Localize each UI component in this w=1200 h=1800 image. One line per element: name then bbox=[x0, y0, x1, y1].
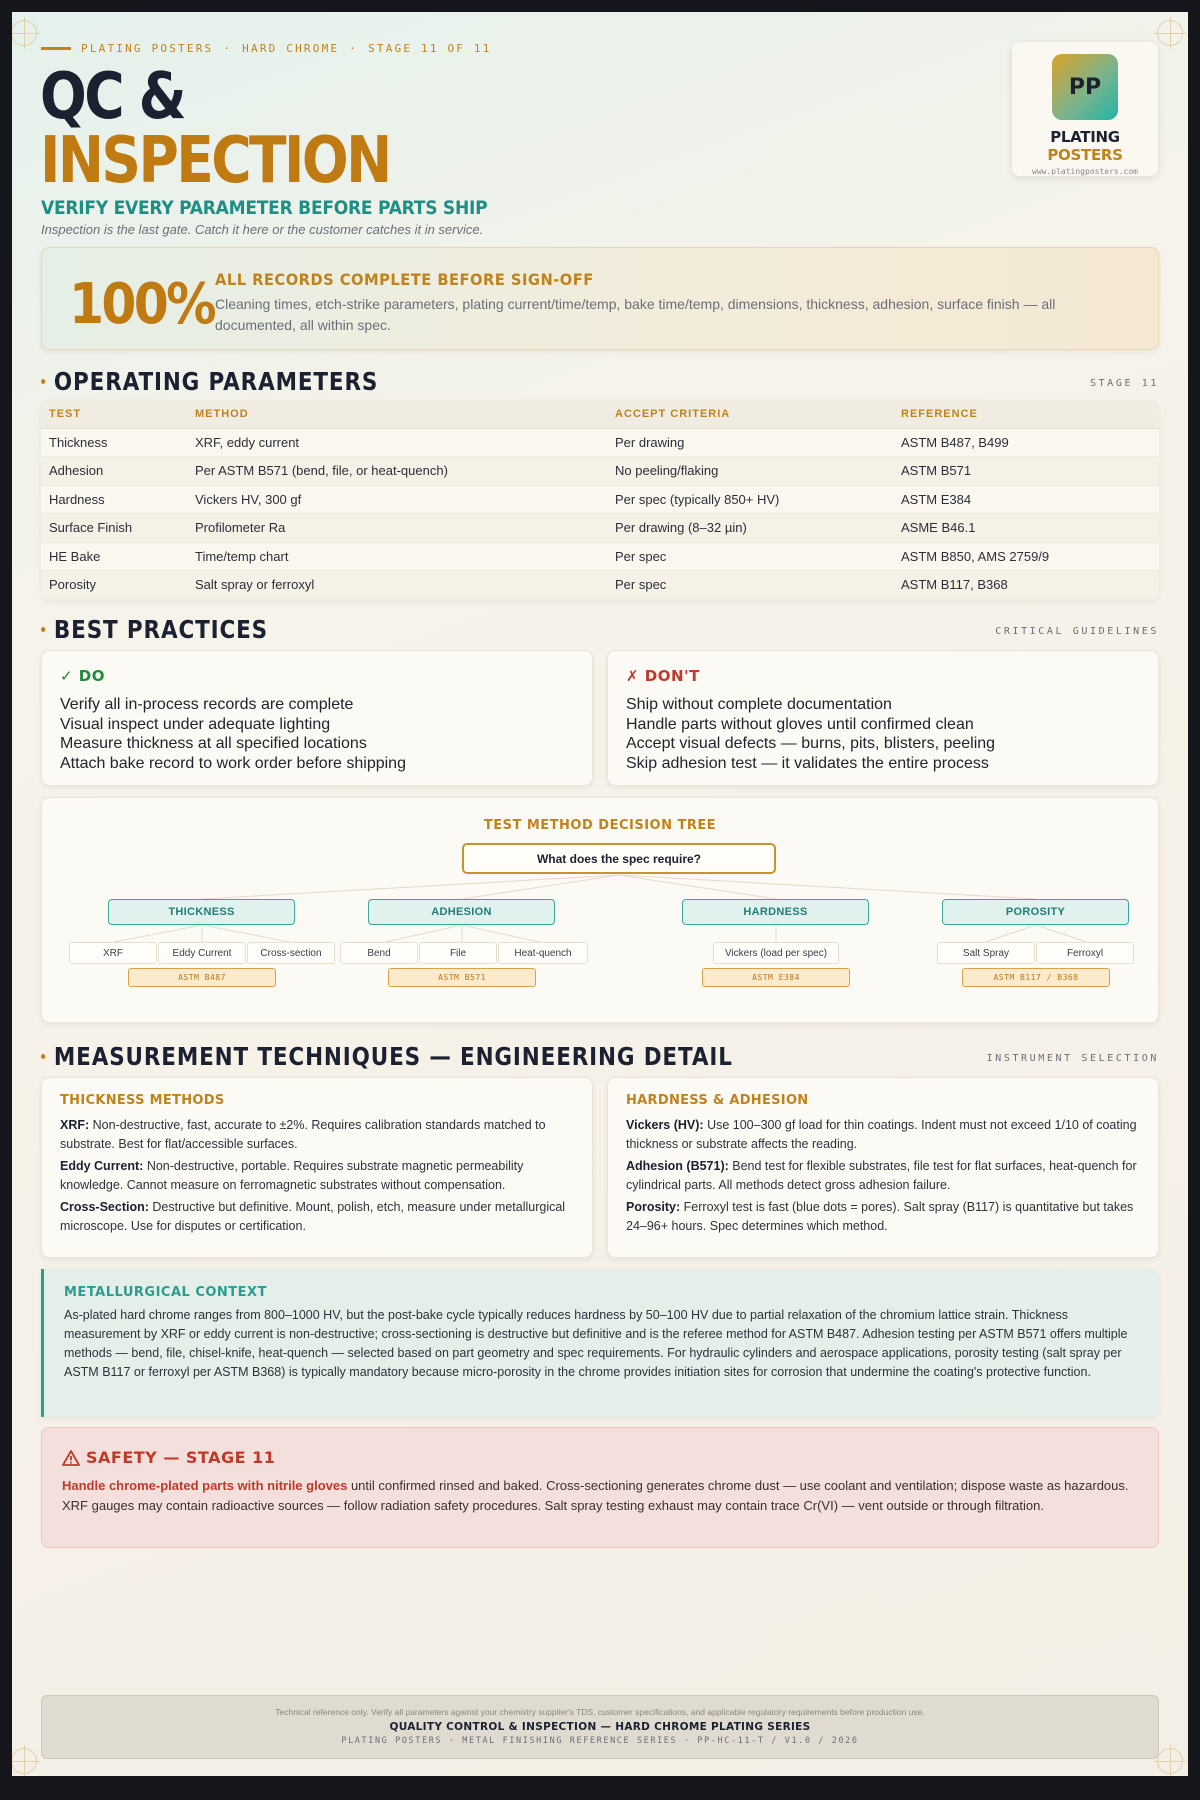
table-row bbox=[41, 542, 1159, 571]
safety-heading-text: SAFETY — STAGE 11 bbox=[86, 1448, 276, 1467]
table-cell: Per spec bbox=[607, 571, 893, 600]
table-cell: Per spec bbox=[607, 542, 893, 571]
table-cell: HE Bake bbox=[41, 542, 187, 571]
hero-heading: ALL RECORDS COMPLETE BEFORE SIGN-OFF bbox=[215, 270, 594, 289]
tree-leaf: Ferroxyl bbox=[1036, 942, 1134, 964]
method-text: Non-destructive, fast, accurate to ±2%. Requires calibration standards matched to substrate. Best for flat/accessible surfaces. bbox=[60, 1118, 546, 1151]
tree-leaf: Eddy Current bbox=[158, 942, 246, 964]
kicker-stage: STAGE 11 OF 11 bbox=[368, 42, 492, 55]
dont-list bbox=[626, 695, 1140, 773]
corner-mark-icon bbox=[1157, 20, 1183, 46]
column-header: REFERENCE bbox=[893, 400, 1159, 428]
method-item bbox=[626, 1157, 1140, 1195]
kicker-bar bbox=[41, 47, 71, 50]
section-tag: STAGE 11 bbox=[1090, 378, 1159, 389]
bullet-dot-icon bbox=[41, 379, 45, 384]
tree-reference: ASTM B117 / B368 bbox=[962, 968, 1110, 987]
table-cell: ASTM B850, AMS 2759/9 bbox=[893, 542, 1159, 571]
footer-disclaimer: Technical reference only. Verify all parameters against your chemistry supplier's TDS, customer specifications, and applicable regulatory requirements before production use. bbox=[275, 1707, 925, 1717]
section-title-measurement bbox=[41, 1042, 733, 1071]
logo-name bbox=[1012, 128, 1158, 164]
table-cell: Porosity bbox=[41, 571, 187, 600]
method-term: Vickers (HV): bbox=[626, 1118, 704, 1132]
table-cell: ASTM B571 bbox=[893, 457, 1159, 486]
list-item: Skip adhesion test — it validates the entire process bbox=[626, 754, 989, 772]
method-item bbox=[60, 1116, 574, 1154]
kicker-series: PLATING POSTERS bbox=[81, 42, 214, 55]
list-item: Verify all in-process records are complete bbox=[60, 696, 354, 713]
hero-callout bbox=[41, 247, 1159, 350]
method-term: Cross-Section: bbox=[60, 1200, 149, 1214]
column-header: METHOD bbox=[187, 400, 607, 428]
kicker-process: HARD CHROME bbox=[242, 42, 340, 55]
logo bbox=[1012, 42, 1158, 176]
table-cell: Per drawing bbox=[607, 428, 893, 457]
corner-mark-icon bbox=[1157, 1748, 1183, 1774]
method-text: Ferroxyl test is fast (blue dots = pores). Salt spray (B117) is quantitative but takes 24–96+ hours. Spec determines which method. bbox=[626, 1200, 1134, 1233]
tree-leaf: File bbox=[419, 942, 497, 964]
tree-reference: ASTM E384 bbox=[702, 968, 850, 987]
footer bbox=[41, 1695, 1159, 1759]
page-title-line2: INSPECTION bbox=[40, 124, 390, 198]
context-body: As-plated hard chrome ranges from 800–1000 HV, but the post-bake cycle typically reduces hardness by 50–100 HV due to partial relaxation of the chromium lattice strain. Thickness measurement by XRF or eddy current is non-destructive; cross-sectioning is destructive but definitive and is the referee method for ASTM B487. Adhesion testing per ASTM B571 offers multiple methods — bend, file, chisel-knife, heat-quench — selected based on part geometry and spec requirements. For hydraulic cylinders and aerospace applications, porosity testing (salt spray per ASTM B117 or ferroxyl per ASTM B368) is typically mandatory because micro-porosity in the chrome provides initiation sites for corrosion that undermine the coating's protective function. bbox=[64, 1308, 1128, 1379]
table-header-row bbox=[41, 400, 1159, 428]
corner-mark-icon bbox=[12, 1748, 37, 1774]
logo-name-b: POSTERS bbox=[1047, 146, 1123, 164]
safety-text: until confirmed rinsed and baked. Cross-sectioning generates chrome dust — use coolant and ventilation; dispose waste as hazardous. XRF gauges may contain radioactive sources — follow radiation safety procedures. Salt spray testing exhaust may contain trace Cr(VI) — vent outside or through filtration. bbox=[62, 1478, 1129, 1513]
kicker bbox=[41, 42, 492, 55]
table-row bbox=[41, 457, 1159, 486]
method-term: XRF: bbox=[60, 1118, 90, 1132]
tree-branch-porosity: POROSITY bbox=[942, 899, 1129, 925]
tree-leaf: XRF bbox=[69, 942, 157, 964]
list-item: Attach bake record to work order before shipping bbox=[60, 754, 406, 772]
method-text: Destructive but definitive. Mount, polish, etch, measure under metallurgical microscope. Use for disputes or certification. bbox=[60, 1200, 566, 1233]
do-card bbox=[41, 650, 593, 786]
table-cell: Adhesion bbox=[41, 457, 187, 486]
metallurgical-context bbox=[41, 1269, 1159, 1417]
section-tag: INSTRUMENT SELECTION bbox=[986, 1053, 1159, 1064]
section-title-practices bbox=[41, 615, 268, 644]
table-cell: Per ASTM B571 (bend, file, or heat-quench) bbox=[187, 457, 607, 486]
tree-branch-hardness: HARDNESS bbox=[682, 899, 869, 925]
tree-leaf: Heat-quench bbox=[498, 942, 588, 964]
section-tag: CRITICAL GUIDELINES bbox=[995, 626, 1159, 637]
table-cell: Surface Finish bbox=[41, 514, 187, 543]
table-cell: XRF, eddy current bbox=[187, 428, 607, 457]
page-title-line1: QC & bbox=[40, 60, 185, 134]
thickness-methods-card bbox=[41, 1077, 593, 1258]
section-title-text: BEST PRACTICES bbox=[53, 615, 268, 644]
method-item bbox=[60, 1198, 574, 1236]
table-cell: Thickness bbox=[41, 428, 187, 457]
table-row bbox=[41, 571, 1159, 600]
tagline: Inspection is the last gate. Catch it here or the customer catches it in service. bbox=[41, 222, 484, 237]
decision-tree bbox=[41, 797, 1159, 1023]
section-title-parameters bbox=[41, 367, 378, 396]
footer-series: PLATING POSTERS · METAL FINISHING REFERENCE SERIES · PP-HC-11-T / V1.0 / 2026 bbox=[341, 1736, 859, 1746]
logo-name-a: PLATING bbox=[1050, 128, 1120, 146]
method-item bbox=[626, 1198, 1140, 1236]
do-title: ✓ DO bbox=[60, 667, 105, 685]
parameters-table bbox=[41, 400, 1159, 600]
safety-body bbox=[62, 1476, 1138, 1515]
method-text: Use 100–300 gf load for thin coatings. Indent must not exceed 1/10 of coating thickness or substrate affects the reading. bbox=[626, 1118, 1137, 1151]
tree-leaf: Vickers (load per spec) bbox=[713, 942, 839, 964]
tree-root: What does the spec require? bbox=[462, 843, 776, 874]
table-cell: ASTM B117, B368 bbox=[893, 571, 1159, 600]
poster bbox=[12, 12, 1188, 1776]
table-cell: Per drawing (8–32 µin) bbox=[607, 514, 893, 543]
dont-card bbox=[607, 650, 1159, 786]
context-heading: METALLURGICAL CONTEXT bbox=[64, 1285, 267, 1300]
tree-leaf: Salt Spray bbox=[937, 942, 1035, 964]
bullet-dot-icon bbox=[41, 627, 45, 632]
section-title-text: MEASUREMENT TECHNIQUES — ENGINEERING DETAIL bbox=[53, 1042, 733, 1071]
tree-branch-adhesion: ADHESION bbox=[368, 899, 555, 925]
table-cell: No peeling/flaking bbox=[607, 457, 893, 486]
do-list bbox=[60, 695, 574, 773]
list-item: Ship without complete documentation bbox=[626, 696, 892, 713]
tree-branch-thickness: THICKNESS bbox=[108, 899, 295, 925]
tree-reference: ASTM B487 bbox=[128, 968, 276, 987]
method-term: Adhesion (B571): bbox=[626, 1159, 729, 1173]
table-row bbox=[41, 428, 1159, 457]
table-cell: Hardness bbox=[41, 485, 187, 514]
page-subtitle: VERIFY EVERY PARAMETER BEFORE PARTS SHIP bbox=[41, 197, 488, 219]
hero-body: Cleaning times, etch-strike parameters, plating current/time/temp, bake time/temp, dimensions, thickness, adhesion, surface finish — all documented, all within spec. bbox=[215, 296, 1056, 333]
column-header: ACCEPT CRITERIA bbox=[607, 400, 893, 428]
tree-leaf: Bend bbox=[340, 942, 418, 964]
warning-icon bbox=[62, 1450, 80, 1466]
kicker-sep: · bbox=[349, 42, 359, 55]
table-cell: Time/temp chart bbox=[187, 542, 607, 571]
method-term: Eddy Current: bbox=[60, 1159, 144, 1173]
footer-title: QUALITY CONTROL & INSPECTION — HARD CHROME PLATING SERIES bbox=[389, 1721, 811, 1733]
method-item bbox=[60, 1157, 574, 1195]
list-item: Visual inspect under adequate lighting bbox=[60, 715, 331, 733]
kicker-sep: · bbox=[223, 42, 233, 55]
tree-title: TEST METHOD DECISION TREE bbox=[483, 818, 717, 833]
list-item: Handle parts without gloves until confirmed clean bbox=[626, 715, 974, 733]
safety-callout bbox=[41, 1427, 1159, 1548]
list-item: Accept visual defects — burns, pits, blisters, peeling bbox=[626, 735, 996, 752]
safety-highlight: Handle chrome-plated parts with nitrile gloves bbox=[62, 1478, 348, 1493]
hero-value: 100% bbox=[69, 272, 214, 337]
tree-reference: ASTM B571 bbox=[388, 968, 536, 987]
logo-mark: PP bbox=[1052, 54, 1118, 120]
table-cell: ASME B46.1 bbox=[893, 514, 1159, 543]
list-item: Measure thickness at all specified locations bbox=[60, 735, 367, 752]
hardness-adhesion-card bbox=[607, 1077, 1159, 1258]
dont-title: ✗ DON'T bbox=[626, 667, 700, 685]
table-cell: ASTM B487, B499 bbox=[893, 428, 1159, 457]
corner-mark-icon bbox=[12, 20, 37, 46]
method-text: Non-destructive, portable. Requires substrate magnetic permeability knowledge. Cannot measure on ferromagnetic substrates without compensation. bbox=[60, 1159, 524, 1192]
card-heading: HARDNESS & ADHESION bbox=[626, 1093, 809, 1108]
logo-url: www.platingposters.com bbox=[1032, 167, 1138, 176]
table-row bbox=[41, 485, 1159, 514]
method-term: Porosity: bbox=[626, 1200, 681, 1214]
table-cell: ASTM E384 bbox=[893, 485, 1159, 514]
bullet-dot-icon bbox=[41, 1054, 45, 1059]
section-title-text: OPERATING PARAMETERS bbox=[53, 367, 379, 396]
method-item bbox=[626, 1116, 1140, 1154]
safety-heading bbox=[62, 1448, 1138, 1467]
table-cell: Vickers HV, 300 gf bbox=[187, 485, 607, 514]
table-row bbox=[41, 514, 1159, 543]
table-cell: Salt spray or ferroxyl bbox=[187, 571, 607, 600]
card-heading: THICKNESS METHODS bbox=[60, 1093, 225, 1108]
table-cell: Per spec (typically 850+ HV) bbox=[607, 485, 893, 514]
tree-leaf: Cross-section bbox=[247, 942, 335, 964]
table-cell: Profilometer Ra bbox=[187, 514, 607, 543]
column-header: TEST bbox=[41, 400, 187, 428]
method-text: Bend test for flexible substrates, file test for flat surfaces, heat-quench for cylindrical parts. All methods detect gross adhesion failure. bbox=[626, 1159, 1137, 1192]
